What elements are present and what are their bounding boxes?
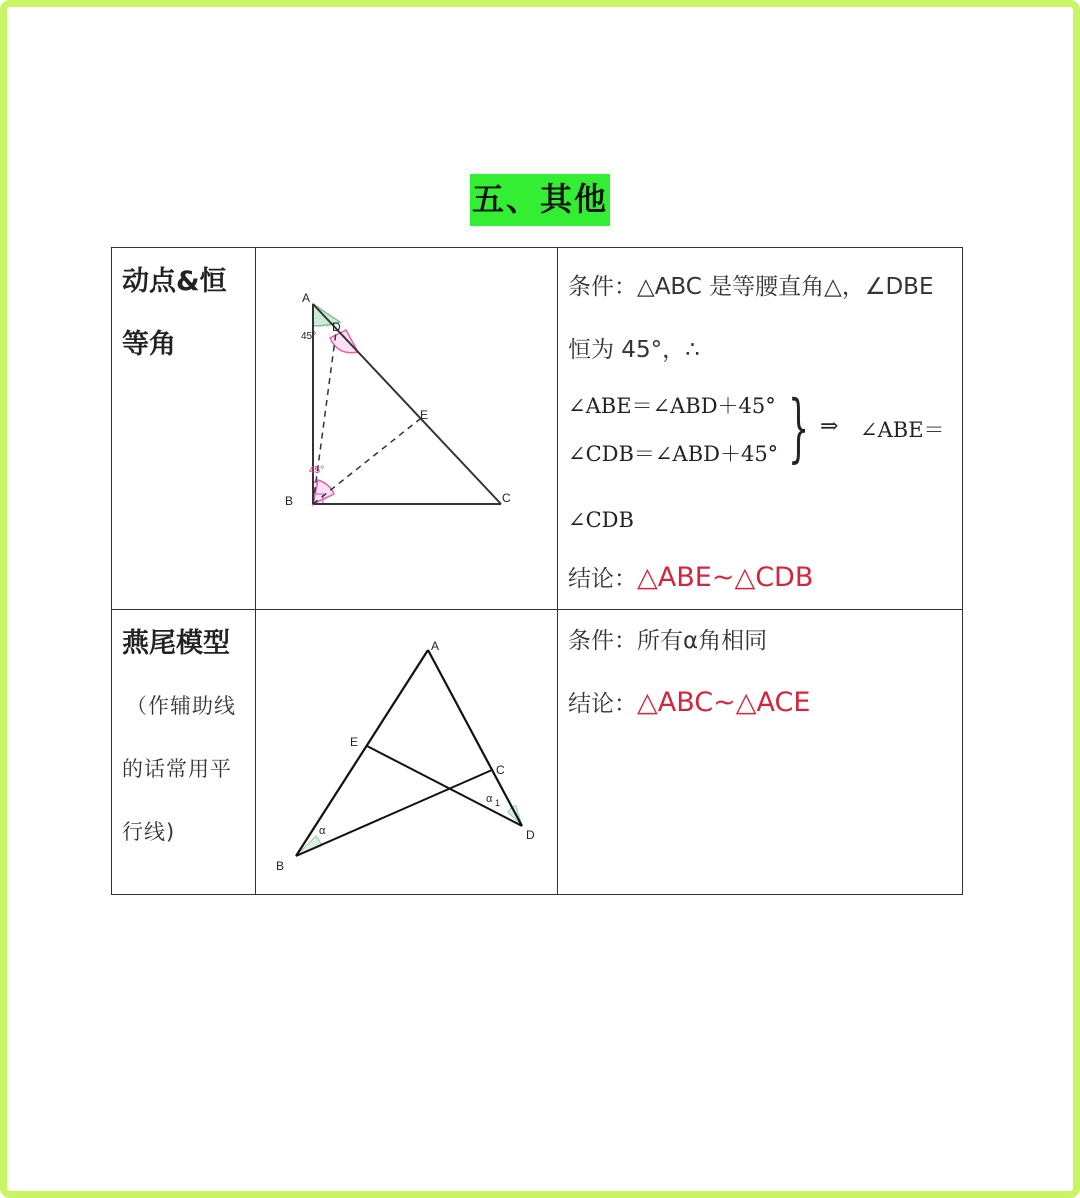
conclusion xyxy=(558,540,962,609)
row-name-line: 等角 xyxy=(122,329,176,360)
models-table xyxy=(111,247,963,895)
math-line: ∠ABE＝∠ABD＋45° xyxy=(568,394,776,418)
label-b: B xyxy=(276,859,285,873)
table-row xyxy=(112,248,963,610)
label-d: D xyxy=(526,828,535,842)
row-name-cell xyxy=(112,248,256,610)
condition-line: 条件：所有α角相同 xyxy=(568,628,768,654)
label-e: E xyxy=(350,735,359,749)
math-line: ∠CDB＝∠ABD＋45° xyxy=(568,442,779,466)
row-note-line: 行线) xyxy=(122,820,176,844)
conclusion-value: △ABE~△CDB xyxy=(637,562,814,593)
label-c: C xyxy=(502,491,511,505)
table-row xyxy=(112,610,963,895)
conclusion-label: 结论： xyxy=(568,566,637,592)
label-c: C xyxy=(496,763,505,777)
conclusion-label: 结论： xyxy=(568,691,637,717)
moving-point-figure xyxy=(256,248,558,596)
right-brace: } xyxy=(788,385,810,471)
line-ad xyxy=(428,650,522,826)
description-cell xyxy=(558,610,963,895)
row-name-cell xyxy=(112,610,256,895)
math-derivation xyxy=(568,382,962,500)
figure-cell xyxy=(256,610,558,895)
alpha-label-d: α xyxy=(486,793,493,805)
row-name-line: 燕尾模型 xyxy=(122,628,230,659)
row-note-line: （作辅助线 xyxy=(126,694,236,718)
condition-line: 条件：△ABC 是等腰直角△，∠DBE xyxy=(568,274,934,300)
label-a: A xyxy=(431,639,440,653)
section-title: 五、其他 xyxy=(470,174,610,226)
angle-label-top: 45° xyxy=(301,331,317,342)
implies-arrow: ⇒ xyxy=(820,414,839,439)
title-wrap xyxy=(0,174,1080,226)
angle-label-bottom: 45° xyxy=(309,465,325,476)
math-continuation: ∠CDB xyxy=(568,508,634,532)
label-b: B xyxy=(285,494,294,508)
conclusion-value: △ABC~△ACE xyxy=(637,687,811,718)
condition-line: 恒为 45°，∴ xyxy=(568,337,700,363)
label-e: E xyxy=(420,408,429,422)
conclusion xyxy=(558,673,962,734)
math-rhs: ∠ABE＝ xyxy=(860,418,945,442)
side-ac xyxy=(313,304,501,504)
figure-cell xyxy=(256,248,558,610)
description-cell xyxy=(558,248,963,610)
line-ab xyxy=(296,650,428,856)
swallowtail-figure xyxy=(256,610,558,894)
line-bc xyxy=(296,770,492,856)
row-note-line: 的话常用平 xyxy=(122,757,232,781)
label-d: D xyxy=(332,320,341,334)
alpha-label-b: α xyxy=(319,825,326,837)
label-a: A xyxy=(302,291,311,305)
dashed-bd xyxy=(313,332,336,504)
subscript-one-label: 1 xyxy=(495,798,501,808)
row-name-line: 动点&恒 xyxy=(122,266,227,297)
